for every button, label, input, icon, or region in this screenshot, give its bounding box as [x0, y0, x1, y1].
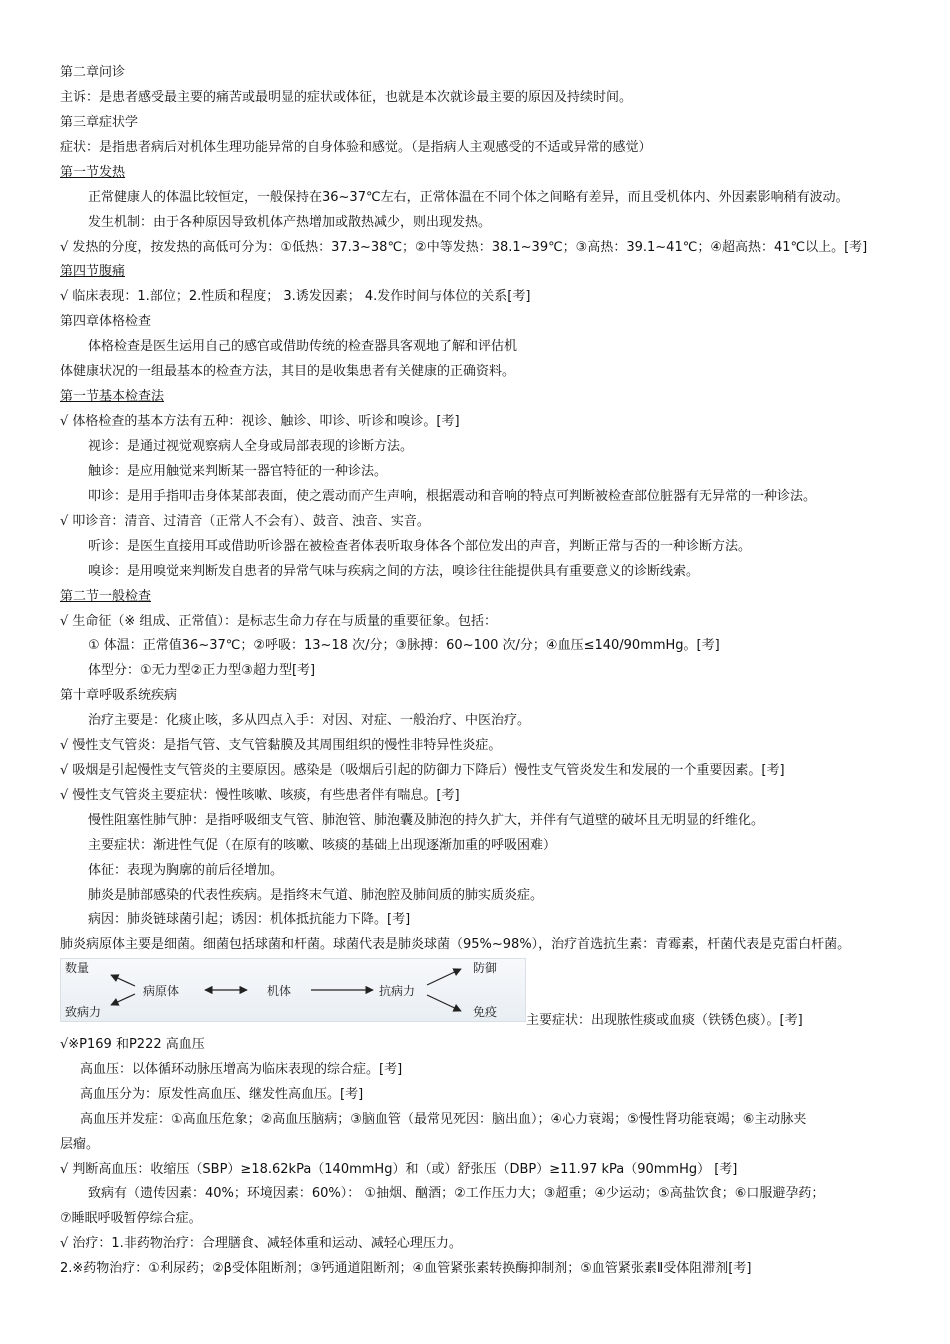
physical-exam-definition-2: 体健康状况的一组最基本的检查方法，其目的是收集患者有关健康的正确资料。	[60, 364, 516, 379]
pathogen-host-diagram	[60, 958, 526, 1022]
diagram-arrows	[61, 959, 525, 1021]
chief-complaint-definition: 主诉：是患者感受最主要的痛苦或最明显的症状或体征，也就是本次就诊最主要的原因及持续时间。	[60, 90, 633, 105]
hypertension-criteria: √ 判断高血压：收缩压（SBP）≥18.62kPa（140mmHg）和（或）舒张压（DBP）≥11.97 kPa（90mmHg） [考]	[60, 1162, 738, 1177]
normal-temperature-text: 正常健康人的体温比较恒定，一般保持在36~37℃左右，正常体温在不同个体之间略有差异，而且受机体内、外因素影响稍有波动。	[88, 190, 849, 205]
hypertension-risk-factors-2: ⑦睡眠呼吸暂停综合症。	[60, 1211, 202, 1226]
emphysema-definition: 慢性阻塞性肺气肿：是指呼吸细支气管、肺泡管、肺泡囊及肺泡的持久扩大，并伴有气道壁的破坏且无明显的纤维化。	[88, 813, 765, 828]
hypertension-risk-factors-1: 致病有（遗传因素：40%；环境因素：60%）： ①抽烟、酗酒；②工作压力大；③超重；④少运动；⑤高盐饮食；⑥口服避孕药；	[88, 1186, 825, 1201]
smoking-cause-text: √ 吸烟是引起慢性支气管炎的主要原因。感染是（吸烟后引起的防御力下降后）慢性支气管炎发生和发展的一个重要因素。[考]	[60, 763, 785, 778]
chapter-2-heading: 第二章问诊	[60, 65, 126, 80]
percussion-sounds-text: √ 叩诊音：清音、过清音（正常人不会有）、鼓音、浊音、实音。	[60, 514, 430, 529]
fever-mechanism-text: 发生机制：由于各种原因导致机体产热增加或散热减少，则出现发热。	[88, 215, 492, 230]
arrow-to-immunity	[427, 995, 461, 1011]
pneumonia-definition: 肺炎是肺部感染的代表性疾病。是指终末气道、肺泡腔及肺间质的肺实质炎症。	[88, 888, 544, 903]
fever-grading-text: √ 发热的分度，按发热的高低可分为：①低热：37.3~38℃；②中等发热：38.1~39℃；③高热：39.1~41℃；④超高热：41℃以上。[考]	[60, 240, 868, 255]
arrow-to-quantity	[111, 975, 135, 986]
diagram-label-resistance: 抗病力	[379, 984, 416, 998]
hypertension-definition: 高血压：以体循环动脉压增高为临床表现的综合症。[考]	[80, 1062, 403, 1077]
pneumonia-symptoms-text: 主要症状：出现脓性痰或血痰（铁锈色痰）。[考]	[526, 1013, 803, 1028]
chapter-4-heading: 第四章体格检查	[60, 314, 152, 329]
pneumonia-pathogen-text: 肺炎病原体主要是细菌。细菌包括球菌和杆菌。球菌代表是肺炎球菌（95%~98%），治疗首选抗生素：青霉素，杆菌代表是克雷白杆菌。	[60, 937, 851, 952]
respiratory-treatment-text: 治疗主要是：化痰止咳，多从四点入手：对因、对症、一般治疗、中医治疗。	[88, 713, 531, 728]
body-type-text: 体型分：①无力型②正力型③超力型[考]	[88, 663, 316, 678]
diagram-label-immunity: 免疫	[473, 1005, 498, 1019]
section-abdominal-pain-heading: 第四节腹痛	[60, 264, 126, 279]
hypertension-complications-1: 高血压并发症：①高血压危象；②高血压脑病；③脑血管（最常见死因：脑出血）；④心力衰竭；⑤慢性肾功能衰竭；⑥主动脉夹	[80, 1112, 807, 1127]
percussion-definition: 叩诊：是用手指叩击身体某部表面，使之震动而产生声响，根据震动和音响的特点可判断被检查部位脏器有无异常的一种诊法。	[88, 489, 817, 504]
arrow-to-virulence	[111, 994, 135, 1005]
chronic-bronchitis-definition: √ 慢性支气管炎：是指气管、支气管黏膜及其周围组织的慢性非特异性炎症。	[60, 738, 502, 753]
diagram-label-host: 机体	[267, 984, 292, 998]
diagram-label-defense: 防御	[473, 961, 498, 975]
auscultation-definition: 听诊：是医生直接用耳或借助听诊器在被检查者体表听取身体各个部位发出的声音，判断正常与否的一种诊断方法。	[88, 539, 752, 554]
chapter-3-heading: 第三章症状学	[60, 115, 139, 130]
olfaction-definition: 嗅诊：是用嗅觉来判断发自患者的异常气味与疾病之间的方法，嗅诊往往能提供具有重要意义的诊断线索。	[88, 564, 700, 579]
pneumonia-cause: 病因：肺炎链球菌引起；诱因：机体抵抗能力下降。[考]	[88, 912, 411, 927]
emphysema-symptoms: 主要症状：渐进性气促（在原有的咳嗽、咳痰的基础上出现逐渐加重的呼吸困难）	[88, 838, 557, 853]
vital-signs-text: √ 生命征（※ 组成、正常值）：是标志生命力存在与质量的重要征象。包括：	[60, 614, 497, 629]
inspection-definition: 视诊：是通过视觉观察病人全身或局部表现的诊断方法。	[88, 439, 414, 454]
diagram-label-quantity: 数量	[65, 961, 90, 975]
section-general-exam-heading: 第二节一般检查	[60, 589, 152, 604]
palpation-definition: 触诊：是应用触觉来判断某一器官特征的一种诊法。	[88, 464, 388, 479]
physical-exam-definition-1: 体格检查是医生运用自己的感官或借助传统的检查器具客观地了解和评估机	[88, 339, 518, 354]
hypertension-treatment-2: 2.※药物治疗：①利尿药；②β受体阻断剂；③钙通道阻断剂；④血管紧张素转换酶抑制剂；⑤血管紧张素Ⅱ受体阻滞剂[考]	[60, 1261, 752, 1276]
chapter-10-heading: 第十章呼吸系统疾病	[60, 688, 178, 703]
hypertension-classification: 高血压分为：原发性高血压、继发性高血压。[考]	[80, 1087, 364, 1102]
hypertension-heading: √※P169 和P222 高血压	[60, 1037, 205, 1052]
emphysema-signs: 体征：表现为胸廓的前后径增加。	[88, 863, 284, 878]
section-fever-heading: 第一节发热	[60, 165, 126, 180]
abdominal-pain-clinical-text: √ 临床表现：1.部位；2.性质和程度； 3.诱发因素； 4.发作时间与体位的关系[考]	[60, 289, 531, 304]
hypertension-treatment-1: √ 治疗：1.非药物治疗：合理膳食、减轻体重和运动、减轻心理压力。	[60, 1236, 462, 1251]
symptom-definition: 症状：是指患者病后对机体生理功能异常的自身体验和感觉。（是指病人主观感受的不适或异常的感觉）	[60, 140, 652, 155]
section-basic-exam-heading: 第一节基本检查法	[60, 389, 165, 404]
arrow-to-defense	[427, 969, 461, 985]
five-methods-text: √ 体格检查的基本方法有五种：视诊、触诊、叩诊、听诊和嗅诊。[考]	[60, 414, 460, 429]
bronchitis-symptoms-text: √ 慢性支气管炎主要症状：慢性咳嗽、咳痰，有些患者伴有喘息。[考]	[60, 788, 460, 803]
vital-signs-values: ① 体温：正常值36~37℃；②呼吸：13~18 次/分；③脉搏：60~100 次/分；④血压≤140/90mmHg。[考]	[88, 638, 720, 653]
diagram-label-pathogen: 病原体	[143, 984, 180, 998]
hypertension-complications-2: 层瘤。	[60, 1137, 100, 1152]
diagram-label-virulence: 致病力	[65, 1005, 102, 1019]
